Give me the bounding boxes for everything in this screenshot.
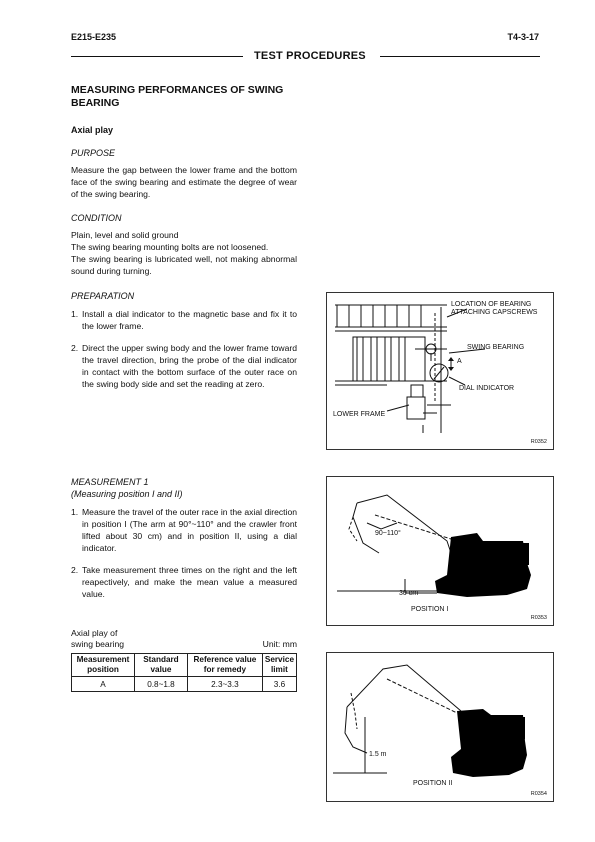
spec-table bbox=[71, 653, 297, 692]
label-location-line-1: LOCATION OF BEARING bbox=[451, 301, 532, 308]
header-rule-left bbox=[71, 56, 243, 57]
list-number: 2. bbox=[71, 565, 79, 575]
purpose-label: PURPOSE bbox=[71, 148, 116, 158]
figure-position-2 bbox=[326, 652, 554, 802]
preparation-list bbox=[71, 308, 297, 390]
doc-model: E215-E235 bbox=[71, 32, 117, 42]
label-lower-frame: LOWER FRAME bbox=[333, 411, 386, 418]
table-header: Reference value for remedy bbox=[187, 654, 262, 677]
list-item bbox=[71, 342, 297, 390]
label-lift: 30 cm bbox=[399, 590, 419, 597]
preparation-label: PREPARATION bbox=[71, 291, 135, 301]
table-caption-line-2: swing bearing bbox=[71, 639, 125, 649]
label-swing-bearing: SWING BEARING bbox=[467, 344, 525, 351]
table-header: Standard value bbox=[134, 654, 187, 677]
table-cell: A bbox=[72, 677, 135, 692]
condition-label: CONDITION bbox=[71, 213, 122, 223]
figure-swing-bearing bbox=[326, 292, 554, 450]
label-position: POSITION II bbox=[413, 780, 453, 787]
label-a: A bbox=[457, 358, 462, 365]
list-text: Install a dial indicator to the magnetic base and fix it to the lower frame. bbox=[82, 309, 297, 331]
subtitle: Axial play bbox=[71, 125, 114, 135]
table-header: Measurement position bbox=[72, 654, 135, 677]
excavator-position-2 bbox=[327, 653, 553, 801]
condition-line-1: Plain, level and solid ground bbox=[71, 230, 179, 240]
condition-line-3: The swing bearing is lubricated well, not making abnormal sound during turning. bbox=[71, 254, 297, 276]
figure-code: R0353 bbox=[530, 615, 547, 621]
label-dial-indicator: DIAL INDICATOR bbox=[459, 385, 515, 392]
list-number: 1. bbox=[71, 309, 79, 319]
excavator-position-1 bbox=[327, 477, 553, 625]
list-text: Measure the travel of the outer race in the axial direction in position I (The arm at 90°~110° and the crawler front lifted about 30 cm) and in position II, using a dial indicator. bbox=[82, 507, 297, 553]
measurement-label: MEASUREMENT 1 bbox=[71, 477, 149, 487]
label-height: 1.5 m bbox=[369, 751, 387, 758]
figure-code: R0352 bbox=[530, 439, 547, 445]
table-header: Service limit bbox=[262, 654, 296, 677]
list-number: 2. bbox=[71, 343, 79, 353]
header-rule-right bbox=[380, 56, 540, 57]
figure-position-1 bbox=[326, 476, 554, 626]
label-angle: 90~110° bbox=[375, 530, 401, 537]
purpose-text: Measure the gap between the lower frame and the bottom face of the swing bearing and estimate the degree of wear of the swing bearing. bbox=[71, 165, 297, 199]
condition-line-2: The swing bearing mounting bolts are not loosened. bbox=[71, 242, 269, 252]
table-row bbox=[72, 677, 297, 692]
measurement-list bbox=[71, 506, 297, 600]
label-location bbox=[451, 301, 537, 317]
table-caption-line-1: Axial play of bbox=[71, 628, 118, 638]
table-cell: 2.3~3.3 bbox=[187, 677, 262, 692]
list-item bbox=[71, 506, 297, 554]
measurement-sublabel: (Measuring position I and II) bbox=[71, 489, 183, 499]
figure-code: R0354 bbox=[530, 791, 547, 797]
list-number: 1. bbox=[71, 507, 79, 517]
list-item bbox=[71, 564, 297, 600]
table-header-row bbox=[72, 654, 297, 677]
list-item bbox=[71, 308, 297, 332]
page-title: MEASURING PERFORMANCES OF SWING BEARING bbox=[71, 84, 284, 109]
section-title: TEST PROCEDURES bbox=[254, 50, 366, 62]
label-position: POSITION I bbox=[411, 606, 449, 613]
table-cell: 0.8~1.8 bbox=[134, 677, 187, 692]
list-text: Take measurement three times on the right and the left reapectively, and make the mean value a measured value. bbox=[82, 565, 297, 599]
page-number: T4-3-17 bbox=[507, 32, 539, 42]
table-unit: Unit: mm bbox=[262, 639, 297, 649]
label-location-line-2: ATTACHING CAPSCREWS bbox=[451, 309, 538, 316]
table-cell: 3.6 bbox=[262, 677, 296, 692]
list-text: Direct the upper swing body and the lower frame toward the travel direction, bring the probe of the dial indicator in contact with the bottom surface of the outer race on the swing body side and set the reading at zero. bbox=[82, 343, 297, 389]
table-caption bbox=[71, 628, 297, 650]
condition-text bbox=[71, 229, 297, 277]
